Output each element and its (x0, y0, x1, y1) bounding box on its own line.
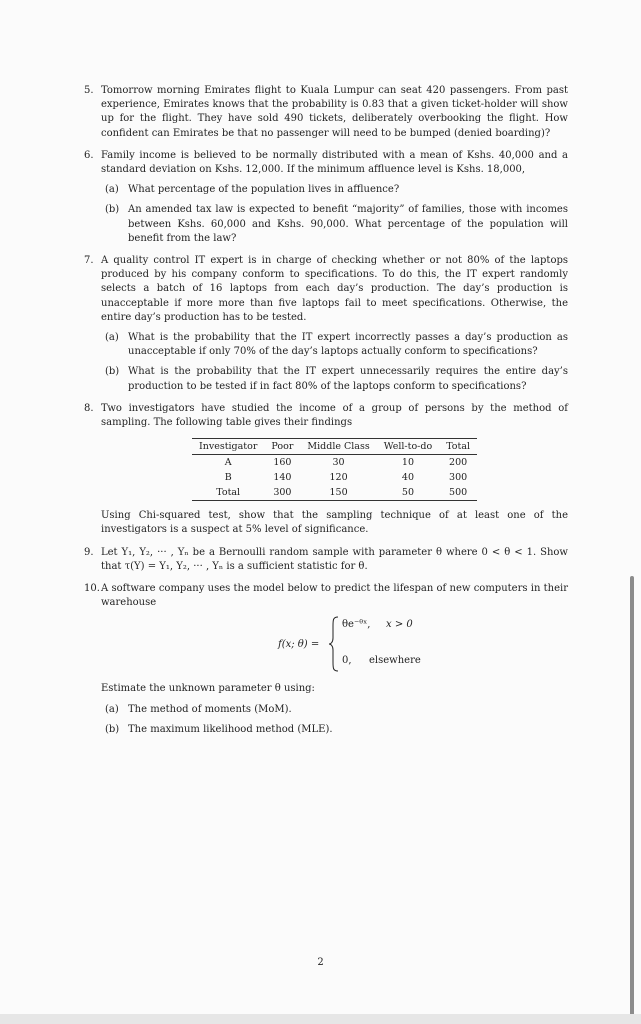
table-row (192, 455, 477, 471)
subquestion-text: The maximum likelihood method (MLE). (128, 723, 333, 735)
question-text: A software company uses the model below to predict the lifespan of new computers in their warehouse (101, 583, 568, 609)
subquestion-label: (a) (105, 332, 119, 344)
table-header: Investigator (192, 439, 264, 455)
table-cell: 140 (273, 472, 292, 484)
question-number: 10. (84, 583, 100, 595)
table-header: Poor (264, 439, 300, 455)
subquestion-text: What is the probability that the IT expert incorrectly passes a day’s production as unacceptable if only 70% of the day’s laptops actually conform to specifications? (128, 332, 568, 358)
question-9 (84, 546, 568, 574)
subquestion-7b (105, 365, 568, 393)
table-cell: 10 (401, 457, 414, 469)
question-text: Family income is believed to be normally distributed with a mean of Kshs. 40,000 and a standard deviation on Kshs. 12,000. If the minimum affluence level is Kshs. 18,000, (101, 149, 568, 176)
table-cell: 40 (401, 472, 414, 484)
table-cell: 300 (449, 472, 468, 484)
subquestion-label: (b) (105, 366, 120, 378)
subquestion-label: (a) (105, 184, 119, 196)
subquestion-10b (105, 723, 568, 737)
table-header-row (192, 439, 477, 455)
table-cell: A (224, 457, 232, 469)
question-number: 7. (84, 255, 94, 267)
question-text: Tomorrow morning Emirates flight to Kuala Lumpur can seat 420 passengers. From past experience, Emirates knows that the probability is 0.83 that a given ticket-holder will show up for the flight. They have sold 490 tickets, deliberately overbooking the flight. How confident can Emirates be that no passenger will need to be bumped (denied boarding)? (101, 85, 568, 139)
question-number: 5. (84, 85, 94, 96)
table-cell: 200 (449, 457, 468, 469)
table-cell: 160 (273, 457, 292, 469)
left-brace-icon (328, 616, 340, 672)
table-cell: 120 (329, 472, 348, 484)
findings-table (192, 438, 477, 501)
formula-case-expression: 0, (342, 655, 352, 667)
question-number: 8. (84, 402, 94, 414)
table-header: Total (439, 439, 477, 455)
table-header: Middle Class (300, 439, 376, 455)
table-cell: Total (192, 485, 264, 501)
question-text: Two investigators have studied the income of a group of persons by the method of sampling. The following table gives their findings (101, 402, 568, 429)
question-text: Let Y₁, Y₂, ··· , Yₙ be a Bernoulli random sample with parameter θ where 0 < θ < 1. Show that τ(Y) = Y₁, Y₂, ··· , Yₙ is a sufficient statistic for θ. (101, 546, 568, 572)
page-number: 2 (317, 957, 324, 968)
table-cell: 30 (332, 457, 345, 469)
subquestion-text: What percentage of the population lives in affluence? (128, 184, 400, 196)
question-6 (84, 149, 568, 246)
table-cell: B (224, 472, 232, 484)
scrollbar[interactable] (630, 576, 634, 1016)
table-cell: 300 (264, 485, 300, 501)
page-content (84, 84, 568, 745)
table-row (192, 485, 477, 501)
question-number: 9. (84, 546, 94, 558)
question-number: 6. (84, 149, 94, 161)
question-5 (84, 84, 568, 141)
table-header: Well-to-do (377, 439, 439, 455)
subquestion-text: An amended tax law is expected to benefit “majority” of families, those with incomes between Kshs. 60,000 and Kshs. 90,000. What percentage of the population will benefit from the law? (128, 204, 568, 244)
question-10 (84, 582, 568, 737)
estimate-instruction: Estimate the unknown parameter θ using: (101, 683, 315, 695)
table-row (192, 470, 477, 485)
subquestion-label: (a) (105, 703, 119, 715)
question-7 (84, 254, 568, 394)
table-cell: 150 (300, 485, 376, 501)
subquestion-label: (b) (105, 204, 120, 216)
subquestion-6b (105, 203, 568, 246)
subquestion-6a (105, 183, 568, 197)
subquestion-text: What is the probability that the IT expert unnecessarily requires the entire day’s production to be tested if in fact 80% of the laptops conform to specifications? (128, 366, 568, 392)
formula-case-condition: x > 0 (386, 619, 413, 631)
question-text-continued: Using Chi-squared test, show that the sampling technique of at least one of the investigators is a suspect at 5% level of significance. (101, 510, 568, 536)
subquestion-7a (105, 331, 568, 359)
question-8 (84, 402, 568, 538)
subquestion-10a (105, 703, 568, 717)
piecewise-formula (101, 616, 568, 676)
formula-case-condition: elsewhere (369, 655, 421, 667)
table-cell: 500 (439, 485, 477, 501)
formula-case-expression: θe⁻ᶿˣ, (342, 619, 371, 631)
subquestion-label: (b) (105, 723, 120, 735)
viewer-bottom-bar (0, 1014, 641, 1024)
table-cell: 50 (377, 485, 439, 501)
question-text: A quality control IT expert is in charge of checking whether or not 80% of the laptops produced by his company conform to specifications. To do this, the IT expert randomly selects a batch of 16 laptops from each day’s production. The day’s production is unacceptable if more more than five laptops fail to meet specifications. Otherwise, the entire day’s production has to be tested. (101, 255, 568, 323)
subquestion-text: The method of moments (MoM). (128, 703, 292, 715)
formula-lhs: f(x; θ) = (278, 639, 320, 651)
